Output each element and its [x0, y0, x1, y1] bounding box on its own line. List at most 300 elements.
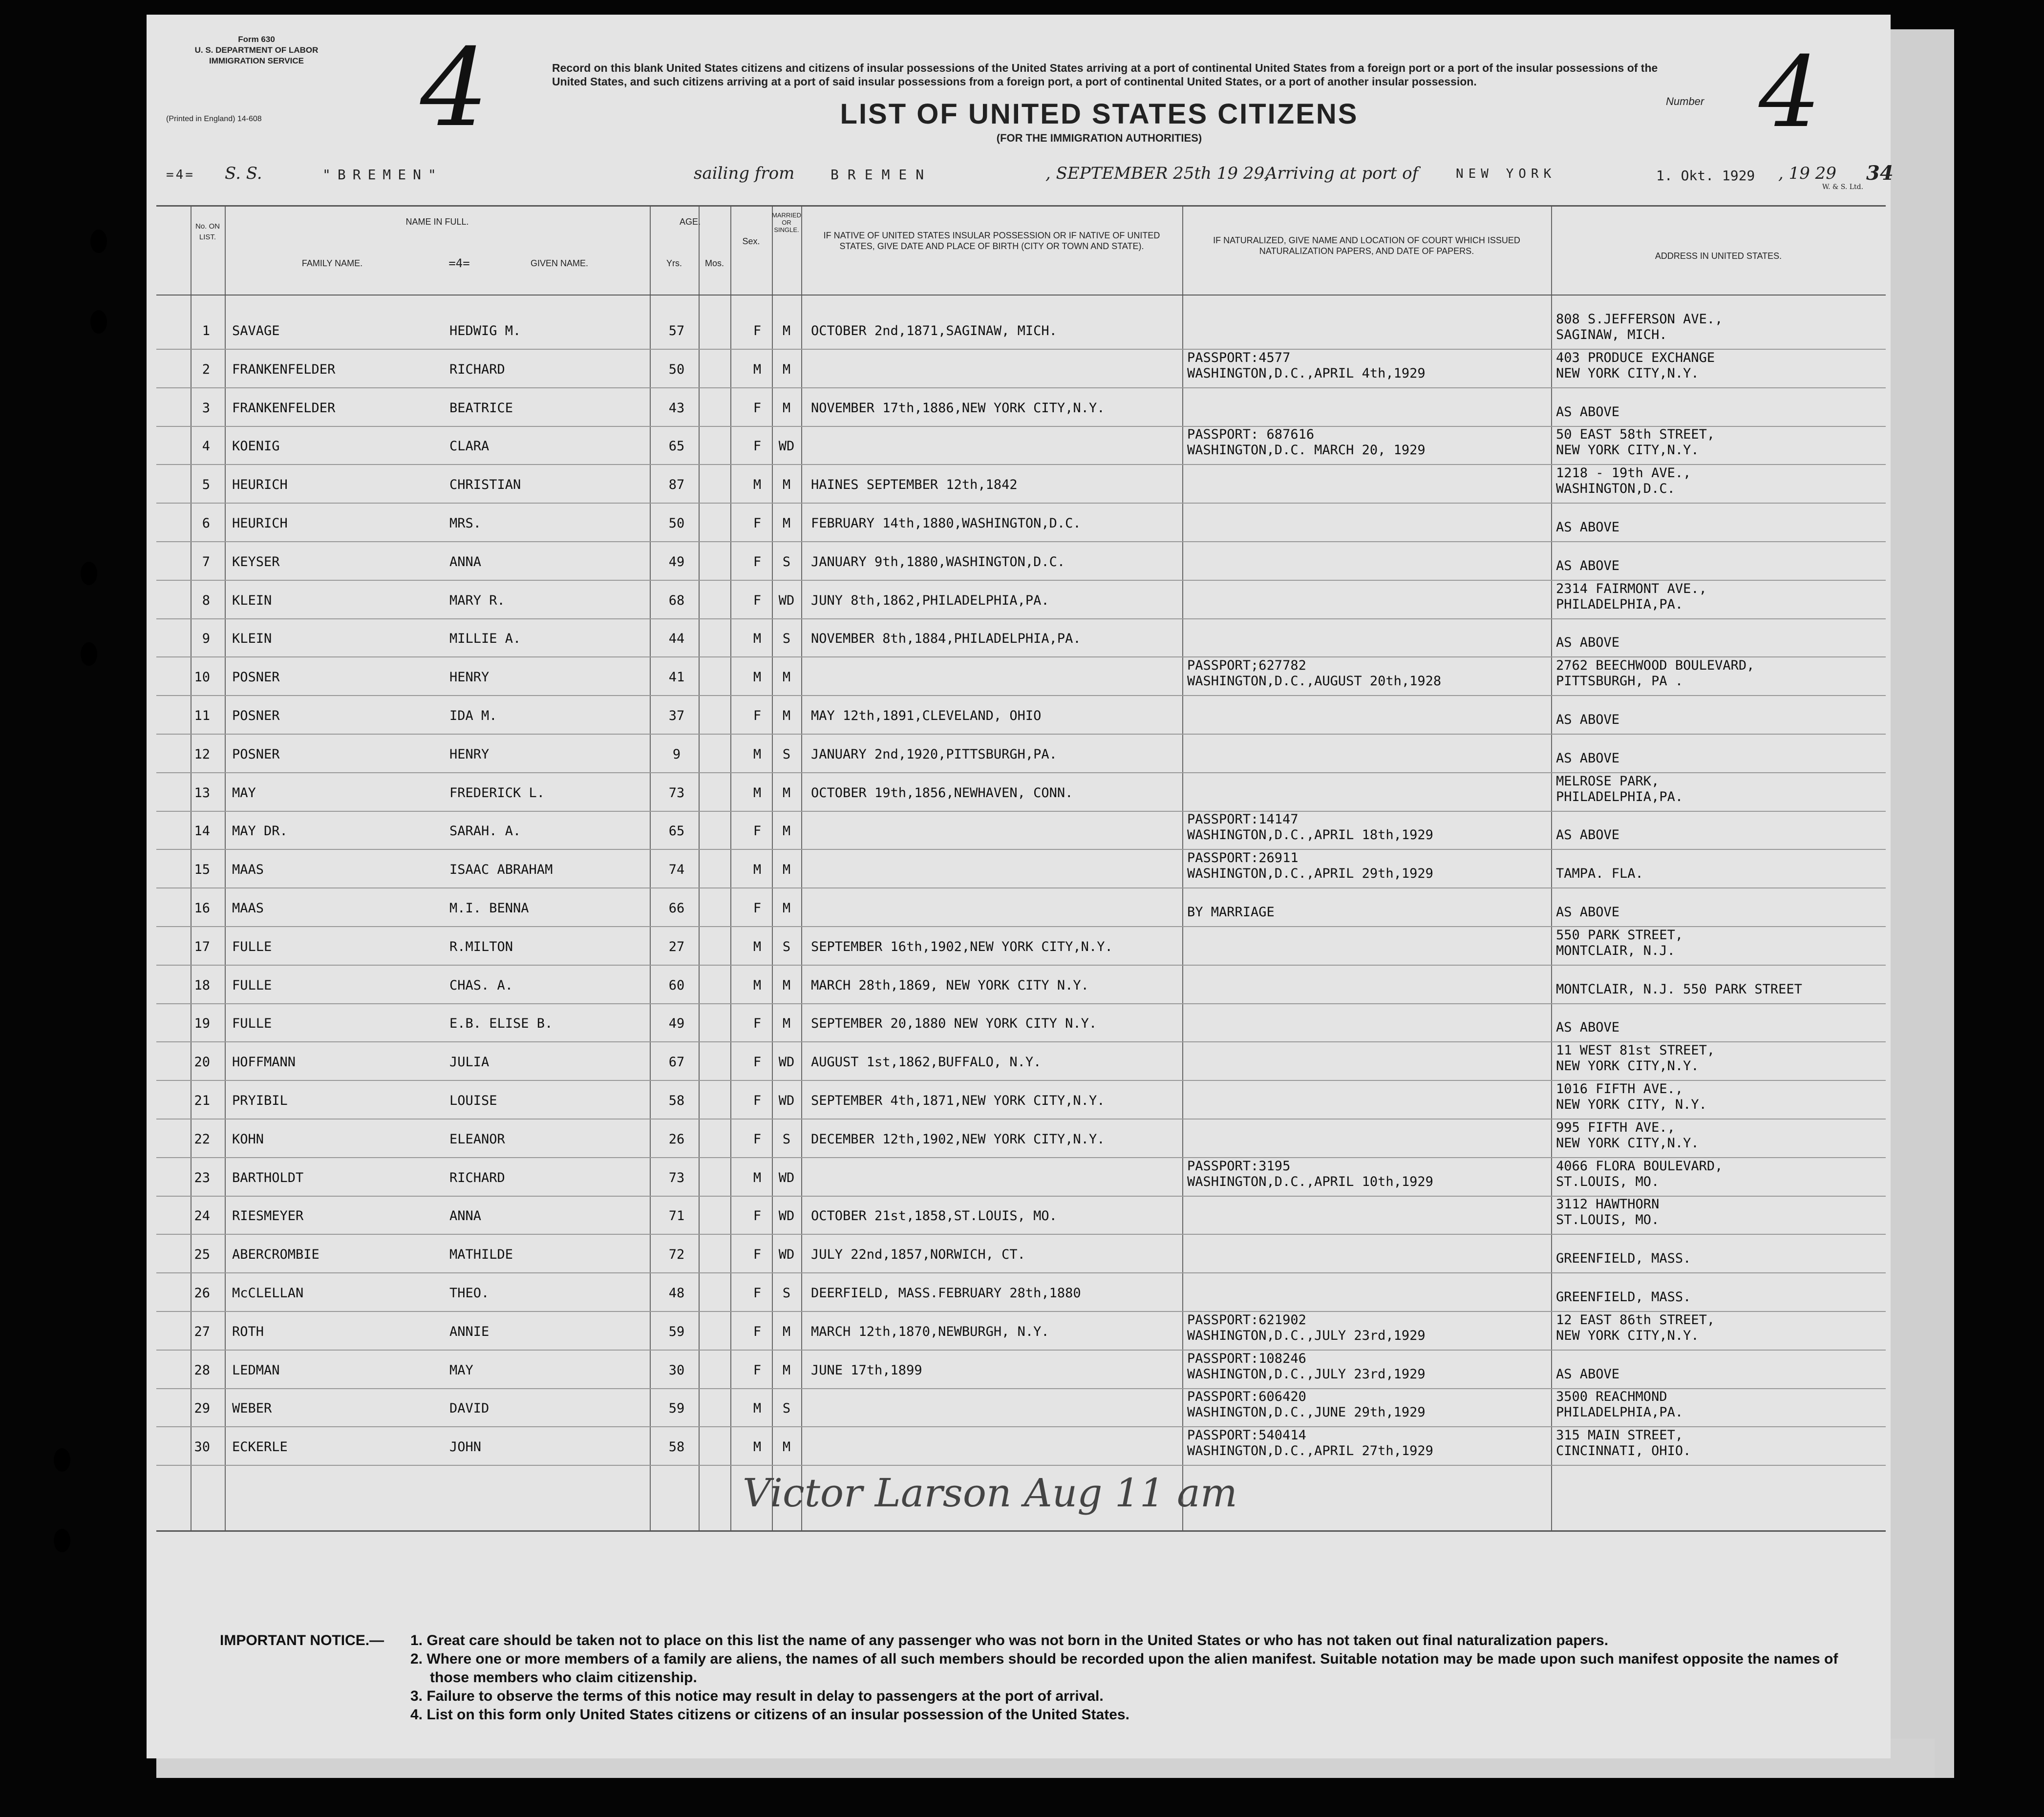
- address-line-2: NEW YORK CITY,N.Y.: [1556, 443, 1699, 458]
- sex: F: [753, 1286, 762, 1301]
- ship-prefix: S. S.: [225, 164, 262, 183]
- marital-status: S: [782, 554, 791, 570]
- hand-number-left: 4: [420, 25, 489, 150]
- sex: M: [753, 361, 762, 377]
- row-rule: [156, 1272, 1886, 1273]
- given-name: E.B. ELISE B.: [449, 1016, 553, 1032]
- address-line-2: MONTCLAIR, N.J. 550 PARK STREET: [1556, 981, 1802, 997]
- marital-status: S: [782, 1286, 791, 1301]
- table-row: [156, 1428, 1886, 1466]
- given-name: RICHARD: [449, 1170, 505, 1185]
- address-line-2: NEW YORK CITY,N.Y.: [1556, 365, 1699, 381]
- age-years: 43: [668, 400, 685, 416]
- table-row: [156, 312, 1886, 350]
- naturalization-court: WASHINGTON,D.C.,JUNE 29th,1929: [1187, 1405, 1426, 1420]
- address-line-2: AS ABOVE: [1556, 404, 1620, 420]
- given-name: SARAH. A.: [449, 824, 521, 839]
- age-years: 58: [668, 1093, 685, 1108]
- age-years: 71: [668, 1208, 685, 1224]
- given-name: BEATRICE: [449, 400, 513, 416]
- col-mos: Mos.: [704, 258, 724, 268]
- address-line-2: NEW YORK CITY,N.Y.: [1556, 1328, 1699, 1343]
- address-line-2: MONTCLAIR, N.J.: [1556, 943, 1675, 958]
- address-line-1: 550 PARK STREET,: [1556, 927, 1683, 943]
- address-line-1: 11 WEST 81st STREET,: [1556, 1043, 1715, 1058]
- marital-status: M: [782, 977, 791, 993]
- notice-item: 3. Failure to observe the terms of this notice may result in delay to passengers at the port of arrival.: [410, 1688, 1104, 1704]
- col-family-name: FAMILY NAME.: [301, 258, 363, 268]
- notice-item: 1. Great care should be taken not to place on this list the name of any passenger who was not born in the United States or who has not taken out final naturalization papers.: [410, 1632, 1609, 1648]
- address-line-1: 995 FIFTH AVE.,: [1556, 1120, 1675, 1135]
- naturalization-passport: PASSPORT:108246: [1187, 1351, 1306, 1366]
- passenger-number: 28: [194, 1362, 210, 1378]
- row-rule: [156, 734, 1886, 735]
- age-years: 59: [668, 1324, 685, 1339]
- given-name: MAY: [449, 1362, 473, 1378]
- col-given-mark: =4=: [448, 256, 470, 270]
- birth-info: OCTOBER 19th,1856,NEWHAVEN, CONN.: [811, 785, 1073, 801]
- row-rule: [156, 541, 1886, 542]
- marital-status: M: [782, 477, 791, 493]
- naturalization-passport: PASSPORT:14147: [1187, 812, 1299, 827]
- address-line-2: NEW YORK CITY, N.Y.: [1556, 1097, 1707, 1112]
- address-line-1: 4066 FLORA BOULEVARD,: [1556, 1158, 1723, 1174]
- marital-status: WD: [778, 1208, 795, 1224]
- sex: M: [753, 977, 762, 993]
- birth-info: JUNY 8th,1862,PHILADELPHIA,PA.: [811, 592, 1049, 608]
- birth-info: JULY 22nd,1857,NORWICH, CT.: [811, 1247, 1025, 1263]
- sheet-no: 34: [1866, 162, 1894, 185]
- row-rule: [156, 1350, 1886, 1351]
- table-row: [156, 543, 1886, 581]
- service: IMMIGRATION SERVICE: [209, 56, 304, 65]
- given-name: MATHILDE: [449, 1247, 513, 1263]
- address-line-2: AS ABOVE: [1556, 520, 1620, 535]
- row-rule: [156, 695, 1886, 696]
- manifest-page: [147, 15, 1894, 1758]
- age-years: 66: [668, 901, 685, 916]
- birth-info: HAINES SEPTEMBER 12th,1842: [811, 477, 1018, 493]
- family-name: FULLE: [232, 1016, 272, 1032]
- naturalization-passport: PASSPORT;627782: [1187, 658, 1306, 674]
- family-name: ABERCROMBIE: [232, 1247, 319, 1263]
- punch-hole: [54, 1529, 70, 1552]
- sex: M: [753, 785, 762, 801]
- sex: F: [753, 1016, 762, 1032]
- age-years: 50: [668, 361, 685, 377]
- col-name-in-full: NAME IN FULL.: [405, 217, 469, 227]
- address-line-2: ST.LOUIS, MO.: [1556, 1174, 1660, 1189]
- family-name: McCLELLAN: [232, 1286, 304, 1301]
- birth-info: OCTOBER 21st,1858,ST.LOUIS, MO.: [811, 1208, 1057, 1224]
- given-name: ANNA: [449, 554, 482, 570]
- table-row: [156, 966, 1886, 1004]
- marital-status: S: [782, 746, 791, 762]
- given-name: IDA M.: [449, 708, 497, 723]
- passenger-number: 25: [194, 1247, 210, 1263]
- family-name: HOFFMANN: [232, 1055, 296, 1070]
- table-row: [156, 889, 1886, 927]
- naturalization-court: WASHINGTON,D.C.,APRIL 29th,1929: [1187, 866, 1433, 882]
- given-name: CHRISTIAN: [449, 477, 521, 493]
- passenger-number: 11: [194, 708, 210, 723]
- table-row: [156, 1043, 1886, 1081]
- number-label: Number: [1666, 95, 1704, 107]
- address-line-2: AS ABOVE: [1556, 750, 1620, 766]
- table-row: [156, 1235, 1886, 1273]
- family-name: FULLE: [232, 977, 272, 993]
- age-years: 44: [668, 631, 685, 647]
- age-years: 48: [668, 1286, 685, 1301]
- address-line-2: PHILADELPHIA,PA.: [1556, 596, 1683, 612]
- passenger-number: 20: [194, 1055, 210, 1070]
- table-row: [156, 658, 1886, 696]
- address-line-2: TAMPA. FLA.: [1556, 866, 1643, 882]
- passenger-number: 27: [194, 1324, 210, 1339]
- col-sex: Sex.: [742, 236, 760, 246]
- given-name: JULIA: [449, 1055, 490, 1070]
- passenger-number: 29: [194, 1401, 210, 1416]
- marital-status: S: [782, 1401, 791, 1416]
- table-row: [156, 504, 1886, 542]
- birth-info: SEPTEMBER 4th,1871,NEW YORK CITY,N.Y.: [811, 1093, 1105, 1108]
- given-name: FREDERICK L.: [449, 785, 545, 801]
- sex: M: [753, 1170, 762, 1185]
- address-line-1: 50 EAST 58th STREET,: [1556, 427, 1715, 443]
- row-rule: [156, 1426, 1886, 1427]
- table-row: [156, 350, 1886, 388]
- age-years: 68: [668, 592, 685, 608]
- passenger-number: 5: [202, 477, 210, 493]
- address-line-1: 1218 - 19th AVE.,: [1556, 465, 1691, 481]
- address-line-2: PITTSBURGH, PA .: [1556, 674, 1683, 689]
- family-name: BARTHOLDT: [232, 1170, 304, 1185]
- given-name: CHAS. A.: [449, 977, 513, 993]
- age-years: 72: [668, 1247, 685, 1263]
- family-name: MAAS: [232, 901, 264, 916]
- family-name: MAY DR.: [232, 824, 288, 839]
- passenger-number: 30: [194, 1439, 210, 1455]
- table-row: [156, 1159, 1886, 1197]
- birth-info: NOVEMBER 8th,1884,PHILADELPHIA,PA.: [811, 631, 1081, 647]
- given-name: MILLIE A.: [449, 631, 521, 647]
- given-name: M.I. BENNA: [449, 901, 529, 916]
- marital-status: M: [782, 1016, 791, 1032]
- marital-status: M: [782, 901, 791, 916]
- row-rule: [156, 503, 1886, 504]
- sex: F: [753, 1362, 762, 1378]
- row-rule: [156, 887, 1886, 888]
- age-years: 65: [668, 439, 685, 454]
- naturalization-passport: PASSPORT:606420: [1187, 1389, 1306, 1405]
- age-years: 30: [668, 1362, 685, 1378]
- passenger-number: 9: [202, 631, 210, 647]
- address-line-1: 403 PRODUCE EXCHANGE: [1556, 350, 1715, 365]
- given-name: ANNIE: [449, 1324, 490, 1339]
- address-line-1: 315 MAIN STREET,: [1556, 1428, 1683, 1443]
- family-name: POSNER: [232, 746, 280, 762]
- address-line-1: 1016 FIFTH AVE.,: [1556, 1081, 1683, 1097]
- naturalization-passport: PASSPORT:621902: [1187, 1312, 1306, 1328]
- address-line-1: 2762 BEECHWOOD BOULEVARD,: [1556, 658, 1755, 674]
- notice-item: 4. List on this form only United States citizens or citizens of an insular possession of the United States.: [410, 1707, 1129, 1723]
- address-line-2: AS ABOVE: [1556, 712, 1620, 727]
- birth-info: JANUARY 9th,1880,WASHINGTON,D.C.: [811, 554, 1065, 570]
- marital-status: WD: [778, 1170, 795, 1185]
- form-number: Form 630: [238, 35, 275, 44]
- passenger-number: 24: [194, 1208, 210, 1224]
- address-line-2: AS ABOVE: [1556, 1020, 1620, 1035]
- arrival-year: , 19 29: [1778, 164, 1836, 183]
- table-row: [156, 1081, 1886, 1120]
- passenger-table: [156, 205, 1886, 1532]
- marital-status: S: [782, 1131, 791, 1147]
- row-rule: [156, 772, 1886, 773]
- row-rule: [156, 1003, 1886, 1004]
- address-line-2: PHILADELPHIA,PA.: [1556, 789, 1683, 804]
- naturalization-court: WASHINGTON,D.C.,JULY 23rd,1929: [1187, 1366, 1426, 1382]
- department: U. S. DEPARTMENT OF LABOR: [194, 45, 319, 55]
- family-name: PRYIBIL: [232, 1093, 288, 1108]
- sex: F: [753, 400, 762, 416]
- passenger-number: 4: [202, 439, 210, 454]
- given-name: RICHARD: [449, 361, 505, 377]
- printed-note: (Printed in England) 14-608: [166, 115, 262, 123]
- sailing-from-label: sailing from: [694, 164, 795, 183]
- sex: F: [753, 1093, 762, 1108]
- date-sailed: , SEPTEMBER 25th 19 29,: [1045, 164, 1270, 183]
- family-name: KLEIN: [232, 592, 272, 608]
- family-name: SAVAGE: [232, 323, 280, 338]
- ship-mark: =4=: [166, 168, 195, 182]
- inspector-signature: Victor Larson Aug 11 am: [743, 1470, 1237, 1516]
- passenger-number: 21: [194, 1093, 210, 1108]
- given-name: DAVID: [449, 1401, 490, 1416]
- printer-mark: W. & S. Ltd.: [1822, 183, 1864, 191]
- age-years: 67: [668, 1055, 685, 1070]
- col-marital: MARRIED OR SINGLE.: [772, 211, 801, 233]
- notice-item: 2. Where one or more members of a family are aliens, the names of all such members should be recorded upon the alien manifest. Suitable notation may be made upon such manifest opposite the names of those members who claim citizenship.: [410, 1651, 1838, 1686]
- address-line-2: AS ABOVE: [1556, 558, 1620, 573]
- notice-lead: IMPORTANT NOTICE.—: [220, 1632, 384, 1648]
- passenger-number: 18: [194, 977, 210, 993]
- sex: M: [753, 1439, 762, 1455]
- sex: F: [753, 323, 762, 338]
- naturalization-court: WASHINGTON,D.C.,JULY 23rd,1929: [1187, 1328, 1426, 1343]
- naturalization-court: WASHINGTON,D.C.,APRIL 27th,1929: [1187, 1443, 1433, 1459]
- naturalization-passport: PASSPORT:4577: [1187, 350, 1291, 365]
- given-name: THEO.: [449, 1286, 490, 1301]
- punch-hole: [90, 230, 107, 253]
- col-no: No. ON LIST.: [195, 222, 220, 241]
- family-name: KEYSER: [232, 554, 280, 570]
- family-name: ECKERLE: [232, 1439, 288, 1455]
- family-name: LEDMAN: [232, 1362, 280, 1378]
- age-years: 60: [668, 977, 685, 993]
- hand-number-right: 4: [1759, 36, 1821, 149]
- address-line-2: AS ABOVE: [1556, 1366, 1620, 1382]
- given-name: ELEANOR: [449, 1131, 505, 1147]
- age-years: 65: [668, 824, 685, 839]
- birth-info: FEBRUARY 14th,1880,WASHINGTON,D.C.: [811, 516, 1081, 531]
- address-line-1: 12 EAST 86th STREET,: [1556, 1312, 1715, 1328]
- address-line-2: CINCINNATI, OHIO.: [1556, 1443, 1691, 1459]
- row-rule: [156, 1119, 1886, 1120]
- family-name: KOHN: [232, 1131, 264, 1147]
- family-name: KOENIG: [232, 439, 280, 454]
- ship-name: "BREMEN": [322, 167, 443, 183]
- birth-info: NOVEMBER 17th,1886,NEW YORK CITY,N.Y.: [811, 400, 1105, 416]
- address-line-2: ST.LOUIS, MO.: [1556, 1212, 1660, 1228]
- address-line-2: AS ABOVE: [1556, 635, 1620, 651]
- age-years: 37: [668, 708, 685, 723]
- table-row: [156, 1004, 1886, 1042]
- sex: F: [753, 824, 762, 839]
- row-rule: [156, 849, 1886, 850]
- header-rule: [156, 295, 1886, 296]
- age-years: 49: [668, 1016, 685, 1032]
- sex: F: [753, 901, 762, 916]
- row-rule: [156, 387, 1886, 388]
- passenger-number: 3: [202, 400, 210, 416]
- port-arrival: NEW YORK: [1456, 167, 1556, 181]
- marital-status: M: [782, 400, 791, 416]
- age-years: 27: [668, 939, 685, 954]
- given-name: HEDWIG M.: [449, 323, 521, 338]
- marital-status: S: [782, 939, 791, 954]
- row-rule: [156, 426, 1886, 427]
- passenger-number: 14: [194, 824, 210, 839]
- sex: F: [753, 708, 762, 723]
- marital-status: S: [782, 631, 791, 647]
- sex: M: [753, 939, 762, 954]
- marital-status: WD: [778, 1247, 795, 1263]
- table-row: [156, 812, 1886, 850]
- notice-items: [410, 1631, 1876, 1724]
- table-row: [156, 1120, 1886, 1158]
- arriving-label: Arriving at port of: [1265, 164, 1419, 183]
- table-row: [156, 1274, 1886, 1312]
- address-line-2: PHILADELPHIA,PA.: [1556, 1405, 1683, 1420]
- age-years: 58: [668, 1439, 685, 1455]
- sex: F: [753, 592, 762, 608]
- table-row: [156, 389, 1886, 427]
- age-years: 41: [668, 670, 685, 685]
- family-name: MAAS: [232, 862, 264, 878]
- row-rule: [156, 1041, 1886, 1042]
- address-line-2: NEW YORK CITY,N.Y.: [1556, 1135, 1699, 1151]
- age-years: 73: [668, 785, 685, 801]
- passenger-number: 10: [194, 670, 210, 685]
- naturalization-passport: PASSPORT: 687616: [1187, 427, 1315, 443]
- passenger-number: 17: [194, 939, 210, 954]
- passenger-number: 12: [194, 746, 210, 762]
- given-name: MARY R.: [449, 592, 505, 608]
- row-rule: [156, 811, 1886, 812]
- table-row: [156, 581, 1886, 619]
- birth-info: MARCH 12th,1870,NEWBURGH, N.Y.: [811, 1324, 1049, 1339]
- row-rule: [156, 1234, 1886, 1235]
- given-name: R.MILTON: [449, 939, 513, 954]
- punch-hole: [81, 642, 97, 666]
- row-rule: [156, 965, 1886, 966]
- address-line-1: 3112 HAWTHORN: [1556, 1197, 1660, 1212]
- ship-line: [166, 162, 1894, 193]
- marital-status: M: [782, 1439, 791, 1455]
- table-row: [156, 1312, 1886, 1351]
- family-name: RIESMEYER: [232, 1208, 304, 1224]
- col-age: AGE.: [679, 217, 701, 227]
- passenger-number: 23: [194, 1170, 210, 1185]
- family-name: FRANKENFELDER: [232, 400, 336, 416]
- address-line-1: MELROSE PARK,: [1556, 773, 1660, 789]
- marital-status: M: [782, 862, 791, 878]
- age-years: 57: [668, 323, 685, 338]
- birth-info: JANUARY 2nd,1920,PITTSBURGH,PA.: [811, 746, 1057, 762]
- family-name: POSNER: [232, 708, 280, 723]
- address-line-2: WASHINGTON,D.C.: [1556, 481, 1675, 497]
- sex: F: [753, 1247, 762, 1263]
- family-name: WEBER: [232, 1401, 272, 1416]
- passenger-number: 22: [194, 1131, 210, 1147]
- sex: F: [753, 554, 762, 570]
- age-years: 87: [668, 477, 685, 493]
- row-rule: [156, 1465, 1886, 1466]
- table-row: [156, 850, 1886, 888]
- marital-status: M: [782, 361, 791, 377]
- family-name: FRANKENFELDER: [232, 361, 336, 377]
- passenger-number: 6: [202, 516, 210, 531]
- table-row: [156, 774, 1886, 812]
- form-header: [176, 34, 337, 66]
- col-birth: IF NATIVE OF UNITED STATES INSULAR POSSESSION OR IF NATIVE OF UNITED STATES, GIVE DATE AND PLACE OF BIRTH (CITY OR TOWN AND STATE).: [823, 231, 1160, 251]
- naturalization-court: BY MARRIAGE: [1187, 905, 1275, 920]
- sex: M: [753, 746, 762, 762]
- marital-status: WD: [778, 439, 795, 454]
- naturalization-court: WASHINGTON,D.C.,APRIL 4th,1929: [1187, 365, 1426, 381]
- given-name: HENRY: [449, 670, 490, 685]
- sex: F: [753, 1324, 762, 1339]
- family-name: HEURICH: [232, 477, 288, 493]
- passenger-number: 13: [194, 785, 210, 801]
- family-name: ROTH: [232, 1324, 264, 1339]
- punch-hole: [90, 310, 107, 334]
- marital-status: M: [782, 785, 791, 801]
- birth-info: AUGUST 1st,1862,BUFFALO, N.Y.: [811, 1055, 1042, 1070]
- age-years: 49: [668, 554, 685, 570]
- col-naturalized: IF NATURALIZED, GIVE NAME AND LOCATION OF COURT WHICH ISSUED NATURALIZATION PAPERS, AND DATE OF PAPERS.: [1213, 235, 1520, 256]
- passenger-number: 15: [194, 862, 210, 878]
- port-from: BREMEN: [830, 167, 933, 183]
- row-rule: [156, 618, 1886, 619]
- given-name: ANNA: [449, 1208, 482, 1224]
- family-name: POSNER: [232, 670, 280, 685]
- age-years: 9: [672, 746, 681, 762]
- address-line-1: 2314 FAIRMONT AVE.,: [1556, 581, 1707, 596]
- table-row: [156, 1197, 1886, 1235]
- sex: F: [753, 439, 762, 454]
- given-name: ISAAC ABRAHAM: [449, 862, 553, 878]
- table-row: [156, 1351, 1886, 1389]
- given-name: LOUISE: [449, 1093, 497, 1108]
- row-rule: [156, 1157, 1886, 1158]
- arrival-stamp: 1. Okt. 1929: [1656, 168, 1755, 184]
- passenger-number: 7: [202, 554, 210, 570]
- sex: M: [753, 631, 762, 647]
- family-name: KLEIN: [232, 631, 272, 647]
- naturalization-passport: PASSPORT:3195: [1187, 1158, 1291, 1174]
- table-row: [156, 735, 1886, 773]
